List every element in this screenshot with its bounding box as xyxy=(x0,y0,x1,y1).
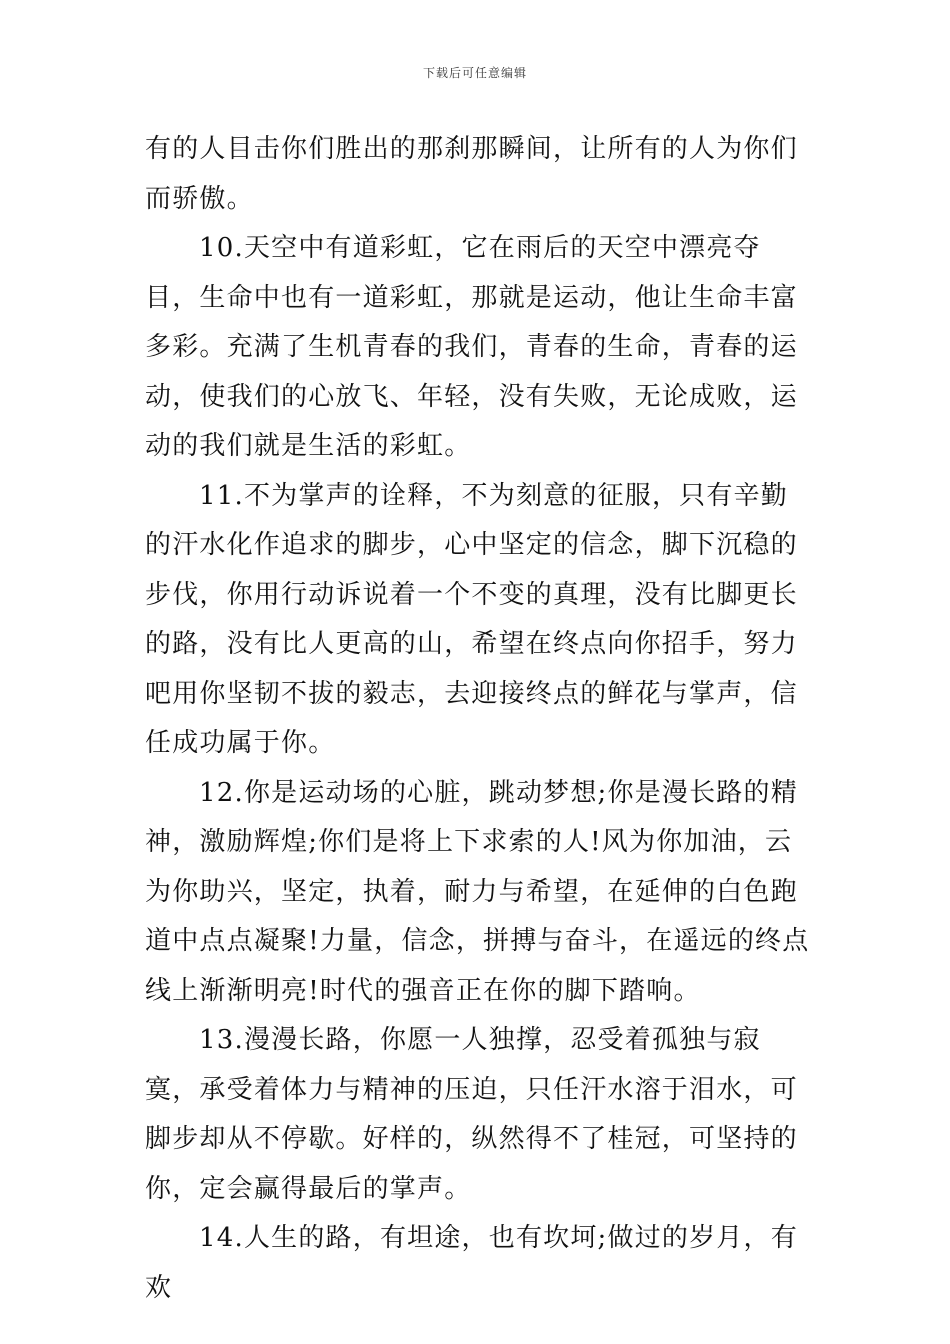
paragraph: 13.漫漫长路，你愿一人独撑，忍受着孤独与寂寞，承受着体力与精神的压迫，只任汗水溶于泪水，可脚步却从不停歇。好样的，纵然得不了桂冠，可坚持的你，定会赢得最后的掌声。 xyxy=(145,1025,798,1204)
paragraph: 有的人目击你们胜出的那刹那瞬间，让所有的人为你们而骄傲。 xyxy=(145,134,798,214)
body-text xyxy=(145,125,810,1313)
paragraph: 11.不为掌声的诠释，不为刻意的征服，只有辛勤的汗水化作追求的脚步，心中坚定的信念，脚下沉稳的步伐，你用行动诉说着一个不变的真理，没有比脚更长的路，没有比人更高的山，希望在终点向你招手，努力吧用你坚韧不拔的毅志，去迎接终点的鲜花与掌声，信任成功属于你。 xyxy=(145,480,798,758)
paragraph: 10.天空中有道彩虹，它在雨后的天空中漂亮夺目，生命中也有一道彩虹，那就是运动，他让生命丰富多彩。充满了生机青春的我们，青春的生命，青春的运动，使我们的心放飞、年轻，没有失败，无论成败，运动的我们就是生活的彩虹。 xyxy=(145,233,798,461)
paragraph: 14.人生的路，有坦途，也有坎坷;做过的岁月，有欢 xyxy=(145,1223,798,1303)
paragraph: 12.你是运动场的心脏，跳动梦想;你是漫长路的精神，激励辉煌;你们是将上下求索的人!风为你加油，云为你助兴，坚定，执着，耐力与希望，在延伸的白色跑道中点点凝聚!力量，信念，拼搏与奋斗，在遥远的终点线上渐渐明亮!时代的强音正在你的脚下踏响。 xyxy=(145,777,810,1006)
page-header-note: 下载后可任意编辑 xyxy=(422,66,527,80)
